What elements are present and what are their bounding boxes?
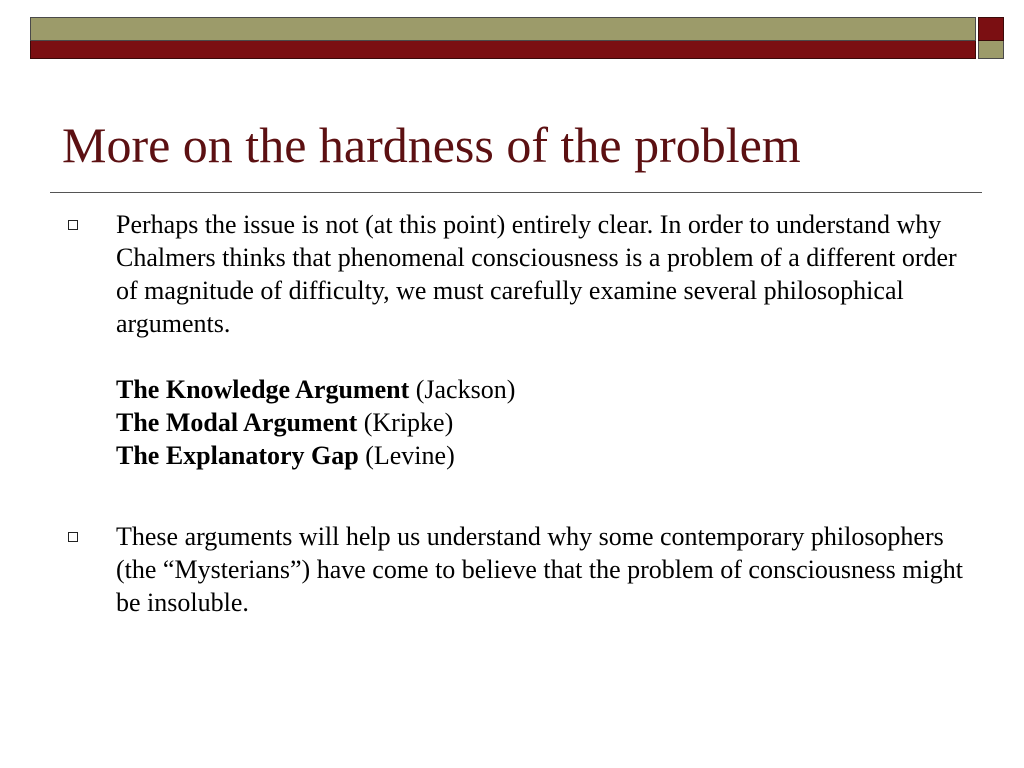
header-bar-olive [30, 17, 976, 41]
title-divider [50, 192, 982, 193]
bullet-1-text: Perhaps the issue is not (at this point) entirely clear. In order to understand why Chalmers thinks that phenomenal consciousness is a problem of a different order of magnitude of difficulty, we must carefully examine several philosophical arguments. [116, 210, 957, 338]
bullet-list [66, 208, 966, 619]
argument-author: (Kripke) [357, 408, 454, 437]
bullet-2-text: These arguments will help us understand why some contemporary philosophers (the “Mysterians”) have come to believe that the problem of consciousness might be insoluble. [116, 522, 963, 617]
argument-item [116, 373, 966, 406]
argument-name: The Modal Argument [116, 408, 358, 437]
argument-item [116, 439, 966, 472]
hollow-square-bullet-icon [68, 220, 78, 230]
bullet-item-2 [66, 520, 966, 619]
argument-name: The Explanatory Gap [116, 441, 359, 470]
header-square-maroon [978, 17, 1004, 41]
argument-name: The Knowledge Argument [116, 375, 410, 404]
header-square-olive [978, 41, 1004, 59]
argument-item [116, 406, 966, 439]
argument-list [116, 373, 966, 472]
header-bar-maroon [30, 41, 976, 59]
hollow-square-bullet-icon [68, 532, 78, 542]
argument-author: (Levine) [358, 441, 455, 470]
slide-title: More on the hardness of the problem [62, 117, 801, 173]
argument-author: (Jackson) [409, 375, 516, 404]
bullet-item-1 [66, 208, 966, 472]
